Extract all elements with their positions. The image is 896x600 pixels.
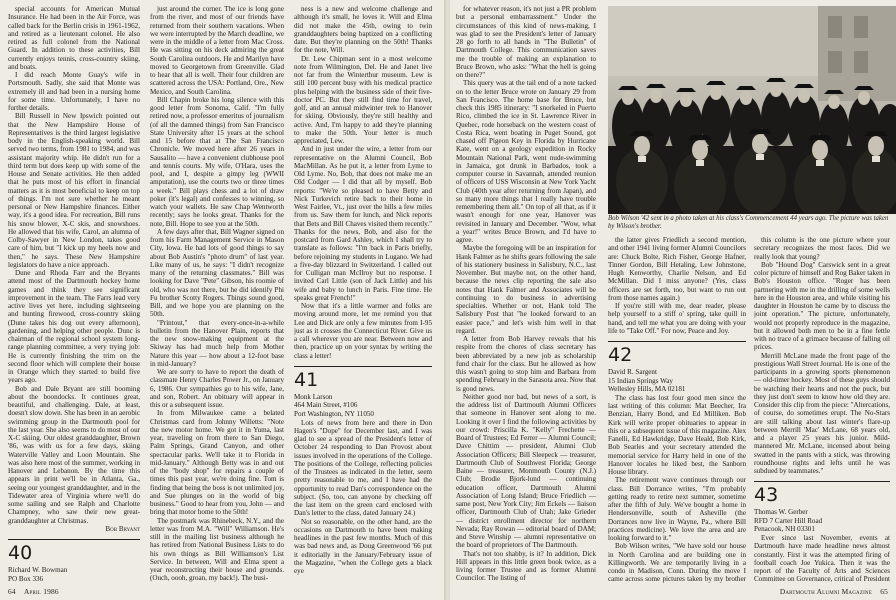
column-paragraph: Bill Chapin broke his long silence with this good letter from Sonoma, Calif. "I'm fully retired now, a professor emeritus of journalism (of all the damned things) from San Francisco State University after 15 years at the school and 15 before that at The San Francisco Chronicle. We moved here after 26 years in Sausalito — have a convenient clubhouse pool and tennis courts. My wife, O'Hara, uses the pool, and I, despite a gimpy leg (WWII amputation), use the courts two or three times a week." Bill plays chess and a lot of draw poker (it's legal) and confesses to winning, so watch your wallets. He saw Chap Wentworth recently; says he looks great. Thanks for the note, Bill. Hope to see you at the 50th. (150, 95, 284, 228)
class-secretary-address (294, 393, 432, 419)
column-paragraph: In from Milwaukee came a belated Christmas card from Johnny Willetts: "Note the new motor home. We got it in Yuma, last year, traveling on from there to San Diego, Palm Springs, Grand Canyon, and other spectacular parks. We'll take it to Florida in mid-January." Although Betty was in and out of the "body shop" for repairs a couple of times this past year, we're doing fine. Tom is finding that being the boss is not unlimited joy, and Sue plunges on in the world of big business." Good to hear from you, John — and bring that motor home to the 50th! (150, 409, 284, 517)
address-line: PO Box 336 (8, 574, 44, 583)
left-column-3 (294, 5, 432, 583)
column-paragraph: Not so reasonable, on the other hand, are the occasions on Dartmouth to have been making headlines in the past few months. Much of this was bad news and, as Doug Greenwood '66 put it editorially in the January/February issue of the Magazine, "when the College gets a black eye (294, 517, 432, 576)
left-col2-paragraphs (150, 5, 284, 583)
address-line: Thomas W. Gerber (754, 508, 808, 517)
right-column-1 (456, 5, 596, 583)
right-column-2 (608, 236, 746, 583)
column-paragraph: Ever since last November, events at Dartmouth have made headline news almost constantly. First it was the attempted firing of football coach Joe Yukica. Then it was the report of the Faculty of Arts and Sciences Committee on Governance, critical of President (754, 534, 890, 583)
right-col2-after-paragraphs (608, 394, 746, 583)
column-paragraph: And in just under the wire, a letter from our representative on the Alumni Council, Bob MacMillan. As he put it, a letter from Lyme to Old Lyme. No, Bob, that does not make me an Old Codger — I did that all by myself. Bob reports: "We're so pleased to have Betty and Nick Turkevich retire back to their home in West Fairlee, Vt., just over the hills a few miles from us. Saw them for lunch, and Nick reports that Bets and Bill Chaves visited them recently." Thanks for the news, Bob, and also for the postcard from Gard Ashley, which I shall try to translate as follows: "I'm back in Paris briefly, before rejoining my students in Lugano. We had a five-day blizzard in Switzerland. I called out for Culligan man McIlroy but no response. I invited Carl Little (son of Jack Little) and his wife and baby to lunch in Paris. Fine time. He speaks great French!" (294, 145, 432, 302)
class-number-heading: 40 (8, 539, 140, 563)
column-paragraph: Neither good nor bad, but news of a sort, is the address list of Dartmouth Alumni Officers that someone in Hanover sent along to me. Looking it over I find the following activities by our crowd: Priscilla K. "Kelly" Frechette — Board of Trustees; Ed Ferrer — Alumni Council; Dave Chittim — president, Alumni Club Association Officers; Bill Sleepeck — treasurer, Dartmouth Club of Southwest Florida; George Baine — treasurer, Monmouth County (N.J.) Club; Brodie Bjork-lund — continuing education officer, Dartmouth Alumni Association of Long Island; Bruce Friedlich — same post, New York City; Jim Eckels — liaison officer, Dartmouth Club of Utah; Jake Grieder — district enrollment director for northern Nevada; Ray Rowan — editorial board of DAM; and Steve Winship — alumni representative on the board of proprietors of The Dartmouth. (456, 392, 596, 550)
column-paragraph: special accounts for American Mutual Insurance. He had been in the Air Force, was called back for the Berlin crisis in 1961-1962, and retired as a lieutenant colonel. He also retired as full colonel from the National Guard. In addition to these activities, Bill currently enjoys tennis, cross-country skiing, and boats. (8, 5, 140, 71)
column-paragraph: We are sorry to have to report the death of classmate Henry Charles Power Jr., on January 6, 1986. Our sympathies go to his wife, Jane, and son, Robert. An obituary will appear in this or a subsequent issue. (150, 368, 284, 409)
address-line: 464 Main Street, #106 (294, 401, 358, 410)
left-column-1 (8, 5, 140, 583)
column-paragraph: just around the corner. The ice is long gone from the river, and most of our friends have returned from their southern vacations. When we were interrupted by the March deadline, we were in the middle of a letter from Mac Cross. He was sitting on his deck admiring the great South Carolina outdoors. He and Marilyn have moved to Georgetown from Greenville. Glad to hear that all is well. Their four children are scattered across the USA: Portland, Ore., New Mexico, and South Carolina. (150, 5, 284, 96)
right-col3-paragraphs (754, 236, 890, 475)
address-line: Richard W. Bowman (8, 566, 68, 574)
right-col1-paragraphs (456, 5, 596, 583)
left-col3-paragraphs (294, 5, 432, 360)
column-paragraph: Bill Russell in New Ipswich pointed out that the New Hampshire House of Representatives is the third largest legislative body in the English-speaking world. Bill served two terms, from 1981 to 1984, and was assistant majority whip. He didn't run for a third term but does keep up with some of the House and Senate activities. He then added that he puts most of his effort in financial matters as it is most beneficial to keep on top of things. I'm not sure whether he meant personal or New Hampshire finances. Either way, it's a good idea. For recreation, Bill runs his snow blower, X-C skis, and snowshoes. He allowed that his wife, Carol, an alumna of Colby-Sawyer in New London, takes good care of him, but "I kick up my heels now and then," he says. These New Hampshire legislators do have a nice approach. (8, 112, 140, 269)
column-paragraph: this column is the one picture where your secretary recognizes the most faces. Did we really look that young? (754, 236, 890, 261)
address-line: 15 Indian Springs Way (608, 376, 673, 385)
column-paragraph: If you're still with me, dear reader, please help yourself to a stiff o' spring, take quill in hand, and tell me what you are doing with your life to "Take Off." For now, Peace and Joy. (608, 302, 746, 335)
class-secretary-address (608, 368, 746, 394)
address-line: RFD 7 Carter Hill Road (754, 516, 823, 525)
column-paragraph: Bob "Hound Dog" Carswick sent in a great color picture of himself and Rog Baker taken in Bob's Houston office. "Roger has been partnering with me in the drilling of some wells here in the Houston area, and while visiting his daughter in Houston he came by to discuss the joint operation." The picture, unfortunately, would not properly reproduce in the magazine, but it allowed both men to be in a fine fettle with no trace of a grimace because of falling oil prices. (754, 260, 890, 352)
right-page (450, 0, 896, 600)
page-footer-right (780, 587, 888, 596)
column-paragraph: A few days after that, Bill Wagner signed on from his Farm Management Service in Mason City, Iowa. He had lots of good things to say about Bob Austin's "photo drum" of last year. Like many of us, he says: "I didn't recognize many of the returning classmates." Bill was looking for Dave "Pete" Gibson, his roomie of old, who was not there, but he did identify Phi Fu brother Scotty Rogers. Things sound good, Bill, and we hope you are planning on the 50th. (150, 227, 284, 319)
left-col1-paragraphs (8, 5, 140, 525)
right-col3-after-paragraphs (754, 534, 890, 583)
column-paragraph: Now that it's a little warmer and folks are moving around more, let me remind you that Lee and Dick are only a few minutes from I-95 just as it crosses the Connecticut River. Give us a call wherever you are near. Between now and then, practice up on your syntax by writing the class a letter! (294, 302, 432, 360)
column-paragraph: ness is a new and welcome challenge and although it's small, he loves it. Will and Elma did not make the 45th, owing to twin granddaughters being baptized on a conflicting date. But they're planning on the 50th! Thanks for the note, Will. (294, 5, 432, 55)
right-column-3 (754, 236, 890, 583)
column-paragraph: A letter from Bob Harvey reveals that his respite from the chores of class secretary has been abbreviated by a new job as scholarship fund chair for the class. But he allowed as how this wasn't going to stop him and Barbara from spending February in the Sarasota area. Now that is good news. (456, 335, 596, 393)
column-paragraph: The class has lost four good men since the last writing of this column: Mat Beecher, Ira Benzian, Harry Bond, and Ed Milliken. Bob Kirk will write proper obituaries to appear in this or a subsequent issue of this magazine. Alex Fanelli, Ed Hawkridge, Dave Heald, Bob Kirk, Bob Searles and your secretary attended the memorial service for Harry held in one of the Hanover locales he liked best, the Sanborn House library. (608, 393, 746, 477)
photo-caption: Bob Wilson '42 sent in a photo taken at his class's Commencement 44 years ago. The picture was taken by Wilson's brother. (608, 215, 889, 230)
class-number-heading: 42 (608, 341, 746, 365)
class-number-heading: 41 (294, 366, 432, 390)
page-footer-left (8, 587, 59, 596)
class-secretary-address (8, 566, 140, 583)
address-line: Monk Larson (294, 392, 333, 401)
address-line: Port Washington, NY 11050 (294, 409, 374, 418)
column-paragraph: the latter gives Friedlich a second mention, and other 1941 living former Alumni Councilors are: Chuck Bolte, Rich Fisher, George Hafner, Tinner Gordon, Bill Hetaling, Lew Johnstone, Hugh Kenworthy, Charlie Nelson, and Ed McMillan. Did I miss anyone? (Yes, class officers are set forth, too, but want to run out from those names again.) (608, 236, 746, 302)
column-paragraph: Bob and Dale Bryant are still booming about the boondocks. It continues great, beautiful, and challenging. Dale, at least, doesn't slow down. She has been in an aerobic swimming group in the Dartmouth pool for the last year. She also seems to do most of our X-C skiing. Our oldest granddaughter, Brown '86, was with us for a few days, skiing Waterville Valley and Loon Mountain. She was also here most of the summer, working in Hanover and Lebanon. By the time this appears in print we'll be in Atlanta, Ga., seeing our youngest granddaughter, and in the Tidewater area of Virginia where we'll do some sailing and see Ralph and Charlotte Champney, who saw their new great-granddaughter at Christmas. (8, 384, 140, 525)
column-paragraph: I did reach Monte Guay's wife in Portsmouth. Sadly, she said that Monte was extremely ill and had been in a nursing home for some time. Unfortunately, I have no further details. (8, 71, 140, 112)
column-paragraph: The postmark was Rhinebeck, N.Y., and the letter was from M.A. "Will" Williamson. He's still in the mailing list business although he has retired from National Business Lists to do his own things as Bill Williamson's List Service. In between, Will and Elma spent a year reconstructing their house and grounds. (Ouch, oooh, groan, my back!). The busi- (150, 516, 284, 583)
right-col2-paragraphs (608, 236, 746, 335)
column-paragraph: "Printout," that every-once-in-a-while bulletin from the Hanover Plain, reports that the new snow-making equipment at the Skiway has had much help from Mother Nature this year — how about a 12-foot base in mid-January? (150, 318, 284, 368)
column-paragraph: Dune and Rhoda Farr and the Bryants attend most of the Dartmouth hockey home games and think they see significant improvement in the team. The Farrs lead very active lives yet here, including sightseeing and hunting firewood, cross-country skiing (Dune takes his dog out every afternoon), gardening, and helping other people. Dunc is chairman of the regional school system long-range planning committee, a very trying job: He is currently finishing the trim on the second floor which will complete their house in Orange which they started to build five years ago. (8, 269, 140, 385)
class-secretary-address (754, 508, 890, 534)
column-paragraph: That's not too shabby, is it? In addition, Dick Hill appears in this little green book twice, as a living former Trustee and as former Alumni Councilor. The listing of (456, 549, 596, 583)
left-column-2 (150, 5, 284, 583)
column-paragraph: Maybe the foregoing will be an inspiration for Hank Falmer as he shifts gears following the sale of his stationery business in Salisbury, N.C., last November. But maybe not, on the other hand, because the news clip reporting the sale also notes that Hank Falmer and Associates will be continuing to do business in advertising specialties. Whether or not, Hank told The Salisbury Post that "he looked forward to an easier pace," and let's wish him well in that regard. (456, 244, 596, 335)
issue-date: April 1986 (24, 587, 59, 596)
page-number: 65 (880, 587, 888, 596)
page-number: 64 (8, 587, 16, 596)
column-paragraph: Lots of news from here and there in Don Hagen's "Dope" for December last, and I was glad to see a spread of the President's letter of October 24 responding to Dan Provost about issues involved in the operations of the College. The positions of the College, reflecting policies of the Trustees as indicated in the letter, seem pretty reasonable to me, and I have had the opportunity to read Dan's correspondence on the subject. (So, too, can anyone by checking off the last item on the green card enclosed with Dan's letter to the class, dated January 24.) (294, 418, 432, 518)
left-col3-after-paragraphs (294, 419, 432, 576)
column-paragraph: for whatever reason, it's not just a PR problem but a personal embarrassment." Under the circumstances of this kind of news-making, I was glad to see the President's letter of January 28 go forth to all hands in "The Bulletin" of Dartmouth College. This communication saves me the trouble of making an explanation to Bruce Brown, who asks: "What the hell is going on there?" (456, 5, 596, 79)
class-number-heading: 43 (754, 481, 890, 505)
address-line: David R. Sargent (608, 368, 657, 376)
column-paragraph: This query was at the tail end of a note tacked on to the letter Bruce wrote on January 29 from San Francisco. The home base for Bruce, but check this 1985 itinerary: "I snorkeled in Puerto Rico, climbed the ice in St. Lawrence River in Quebec, rode horseback on the western coast of Costa Rica, went boating in Puget Sound, got chased off Pigeon Key in Florida by Hurricane Kate, went on a geology expedition in Rocky Mountain National Park, went nude-swimming in Jamaica, got drunk in Barbados, took a computer course in Savannah, attended reunion of officers of USS Wisconsin at New York Yacht Club (40th year after returning from Japan), and so many more things that I really have trouble remembering them all." On top of all that, as if it wasn't enough for one year, Hanover was revisited in January and December. "Wow, what a year!" writes Bruce Brown, and I'd have to agree. (456, 79, 596, 244)
magazine-name: Dartmouth Alumni Magazine (779, 587, 872, 596)
address-line: Penacook, NH 03301 (754, 525, 815, 534)
class-commencement-photo (608, 6, 896, 214)
column-paragraph: Merrill McLane made the front page of the prestigious Wall Street Journal. He is one of the participants in a growing sports phenomenon — old-timer hockey. Most of these guys should be watching their hearts and not the puck, but they just don't seem to know how old they are. Consider this clip from the piece: "Altercations, of course, do sometimes erupt. The No-Stars are still talking about last winter's flare-up between Merrill 'Mac' McLane, 68 years old, and a player 25 years his junior. Mild-mannered Mr. McLane, incensed about being swatted in the pants with a stick, was throwing roundhouse rights and lefts until he was subdued by teammates." (754, 351, 890, 475)
column-paragraph: The retirement wave continues through our class. Bill Dorrance writes, "I'm probably getting ready to retire next summer, sometime after the fifth of July. We've bought a home in Hendersonville, south of Asheville (the Dorrances now live in Wayne, Pa., where Bill practices medicine). We love the area and are looking forward to it." (608, 476, 746, 543)
address-line: Wellesley Hills, MA 02181 (608, 385, 686, 394)
column-paragraph: Bob Wilson writes, "We have sold our house in North Carolina and are building one in Killingworth. We are temporarily living in a condo in Madison, Conn. During the move I came across some pictures taken by my brother (608, 542, 746, 583)
column-paragraph: Dr. Lew Chipman sent in a most welcome note from Wilmington, Del. He and Janet live not far from the Winterthur museum. Lew is still 100 percent busy with his medical practice plus helping with the business side of their five-doctor PC. But they still find time for travel, golf, and an annual midwinter trek to Hanover for skiing. Obviously, they're still healthy and active. And, I'm happy to add they're planning to make the 50th. Your letter is much appreciated, Lew. (294, 54, 432, 145)
left-page (0, 0, 446, 600)
class-secretary-signature: Bob Bryant (105, 524, 140, 533)
